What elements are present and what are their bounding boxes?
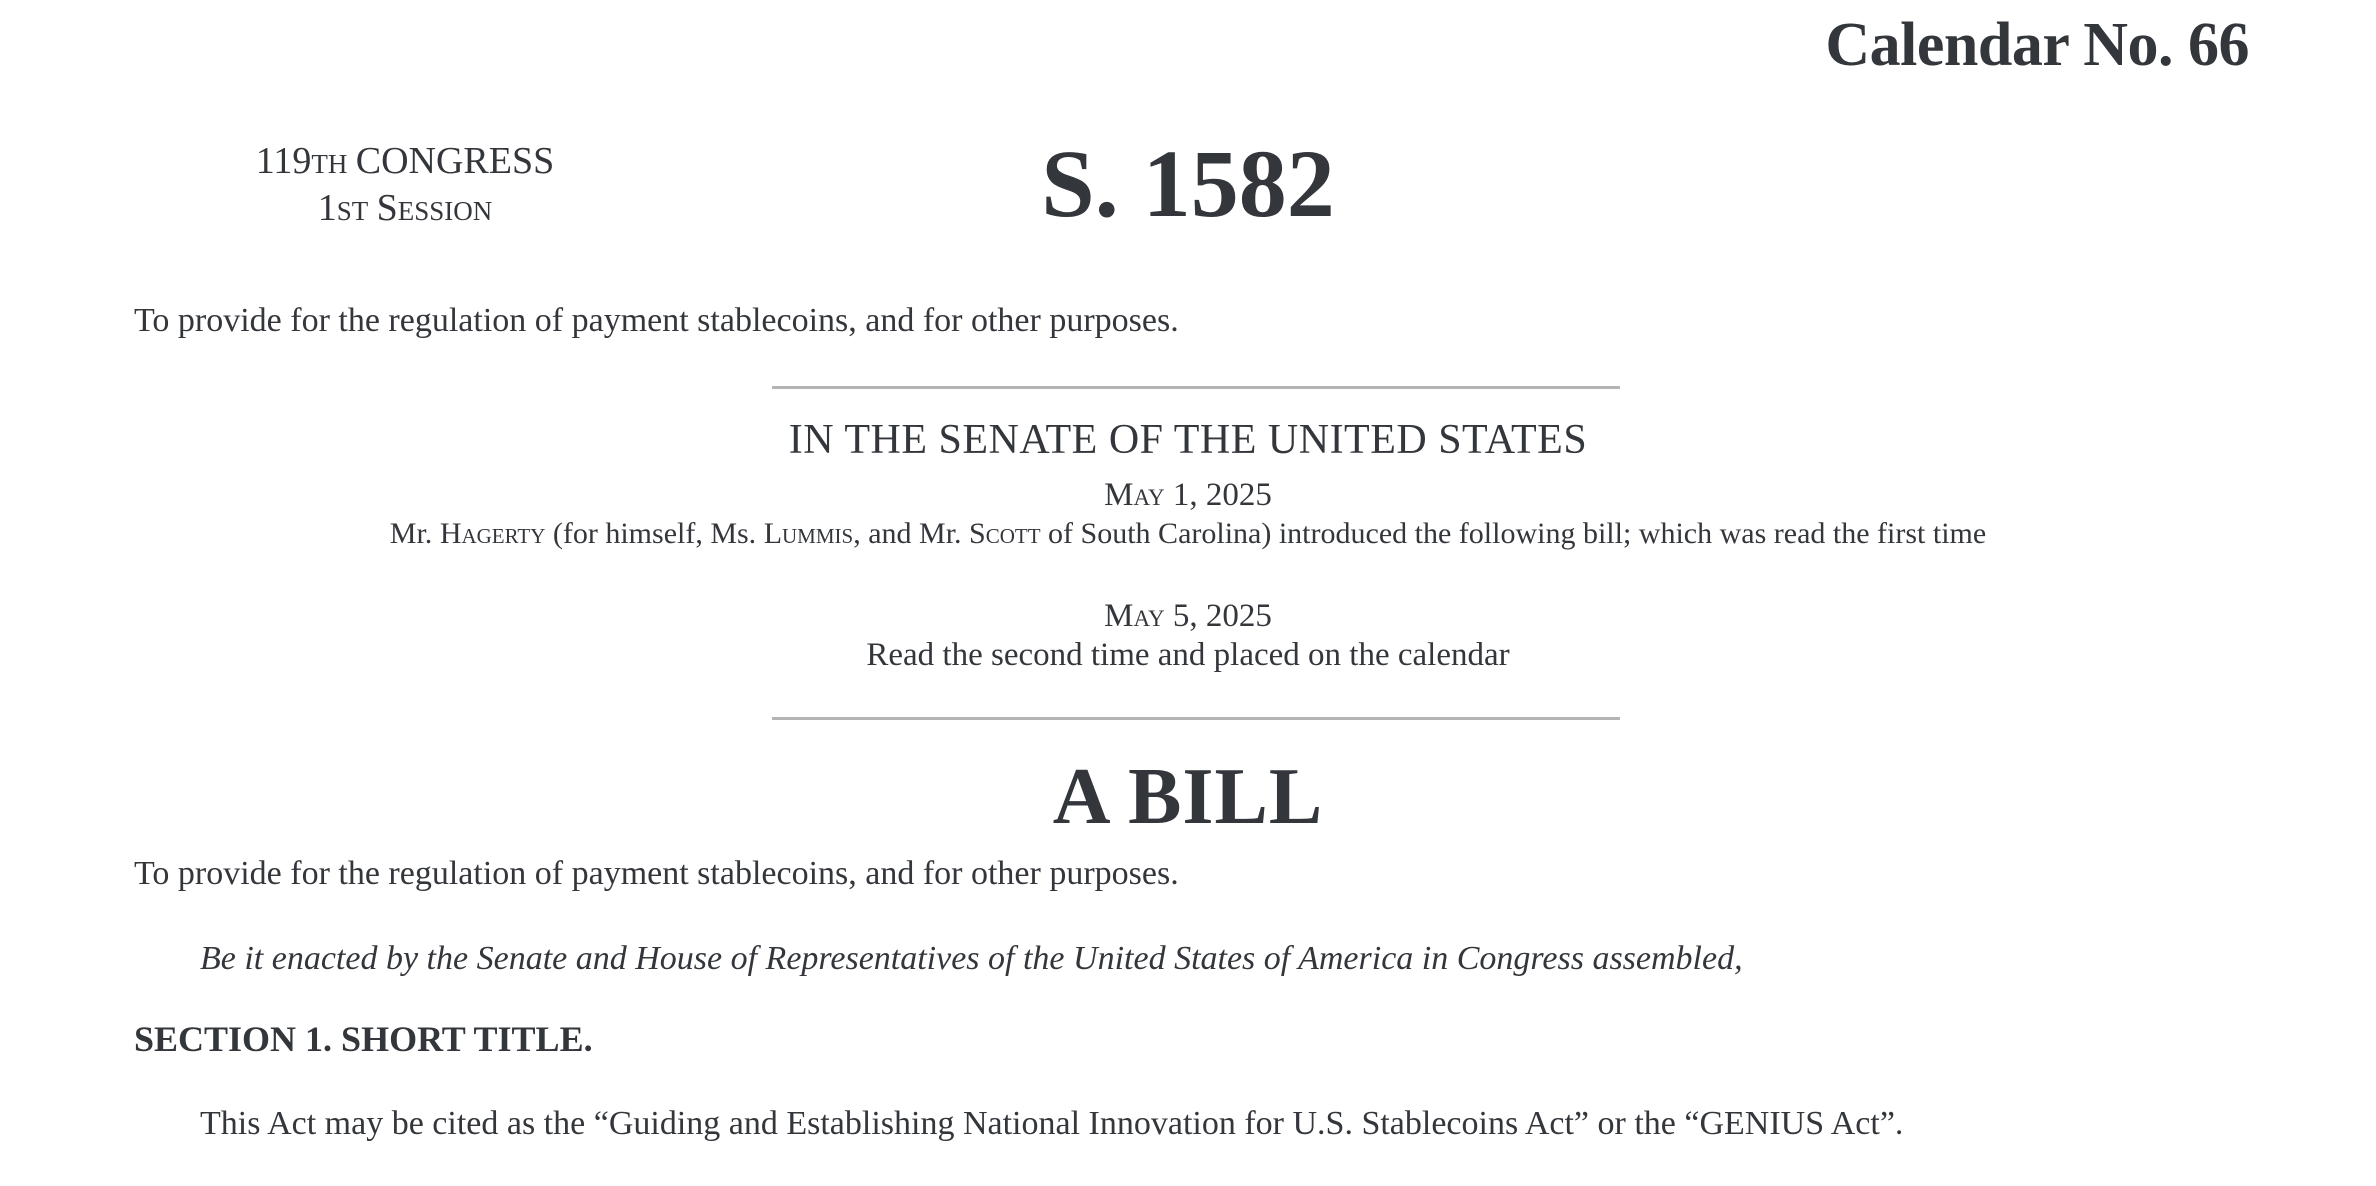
- sponsor-prefix: Mr.: [389, 517, 440, 550]
- section-1-heading: SECTION 1. SHORT TITLE.: [134, 1019, 593, 1059]
- sponsor-segment-1: (for himself, Ms.: [545, 517, 764, 550]
- calendar-number: Calendar No. 66: [1825, 11, 2249, 79]
- sponsor-name-hagerty: Hagerty: [439, 517, 546, 550]
- session-ordinal: st: [336, 187, 369, 229]
- senate-heading: IN THE SENATE OF THE UNITED STATES: [788, 417, 1588, 463]
- preamble-title: To provide for the regulation of payment stablecoins, and for other purposes.: [134, 302, 1179, 339]
- enacting-clause: Be it enacted by the Senate and House of Representatives of the United States of America in Congress assembled,: [200, 940, 1743, 977]
- first-reading-date: May 1, 2025: [1104, 477, 1272, 513]
- session-number: 1: [317, 187, 337, 229]
- sponsor-name-scott: Scott: [969, 517, 1041, 550]
- second-reading-action: Read the second time and placed on the calendar: [866, 637, 1510, 673]
- bill-title: To provide for the regulation of payment stablecoins, and for other purposes.: [134, 855, 1179, 892]
- congress-ordinal: th: [311, 140, 348, 182]
- section-1-text: This Act may be cited as the “Guiding and Establishing National Innovation for U.S. Stablecoins Act” or the “GENIUS Act”.: [200, 1105, 1904, 1142]
- bill-heading: A BILL: [1052, 753, 1324, 841]
- sponsor-suffix: of South Carolina) introduced the following bill; which was read the first time: [1040, 517, 1987, 550]
- congress-word: CONGRESS: [355, 140, 555, 182]
- congress-number: 119: [255, 140, 312, 182]
- sponsor-name-lummis: Lummis: [763, 517, 854, 550]
- sponsor-segment-2: , and Mr.: [853, 517, 970, 550]
- sponsor-line: [0, 519, 2376, 549]
- second-reading-date: May 5, 2025: [1104, 598, 1272, 634]
- divider-top: [772, 386, 1620, 389]
- divider-bottom: [772, 717, 1620, 720]
- session-word: Session: [376, 187, 493, 229]
- bill-number: S. 1582: [1041, 130, 1335, 237]
